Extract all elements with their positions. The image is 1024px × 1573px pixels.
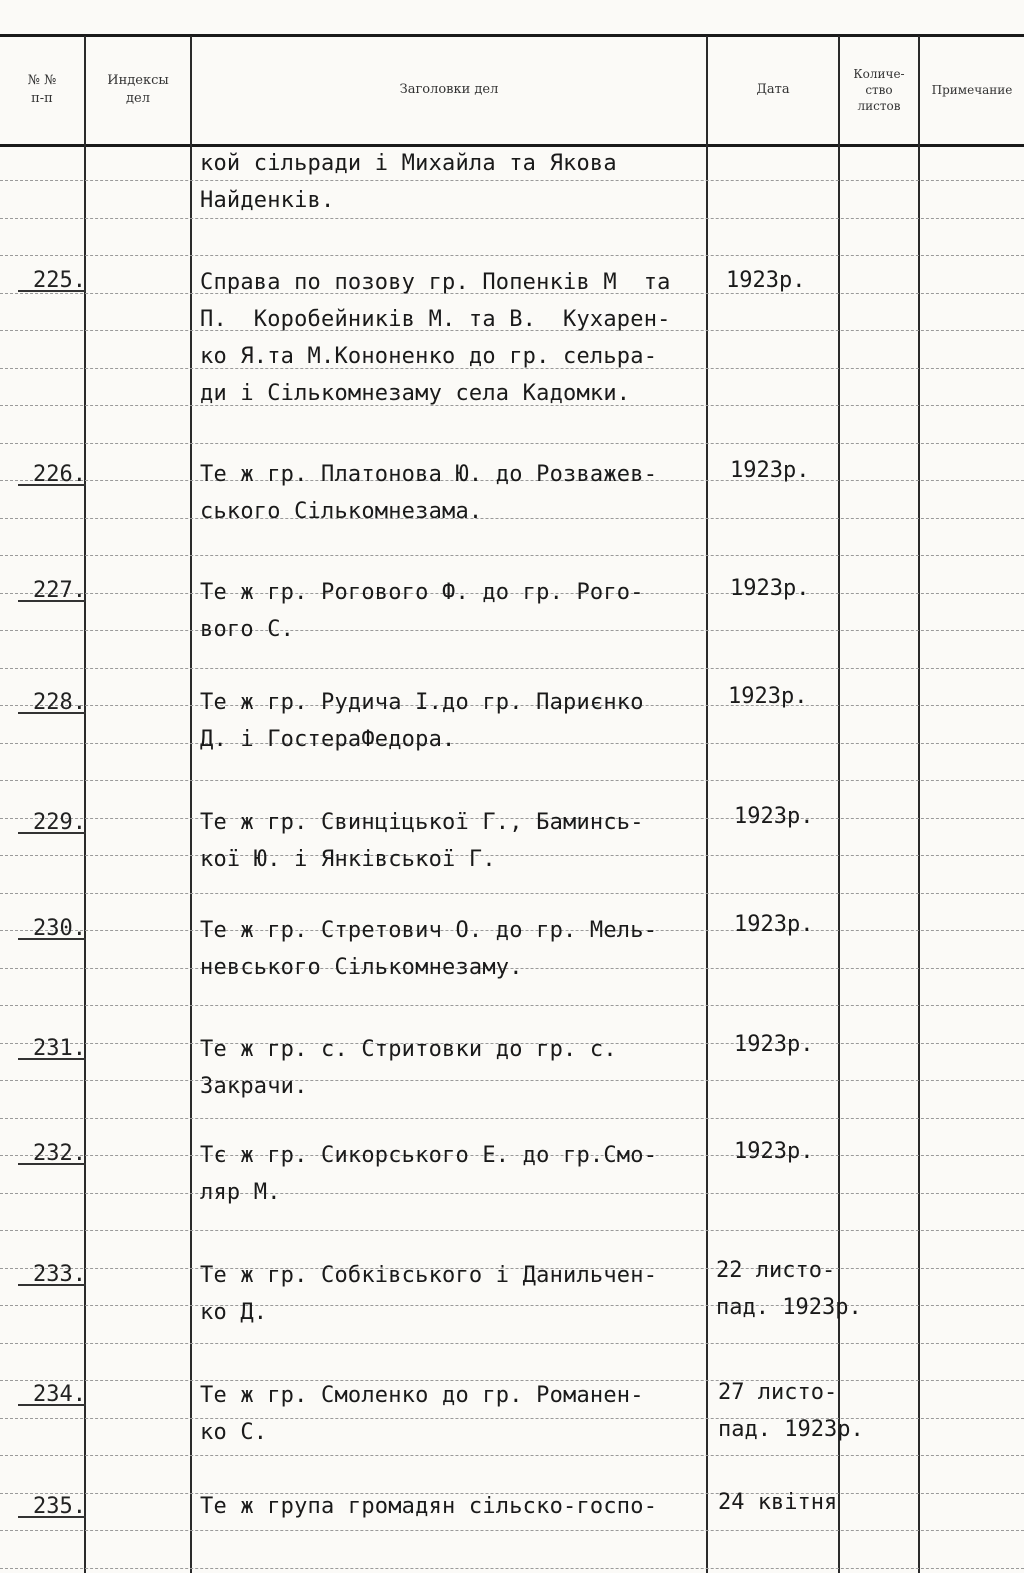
record-title: Те ж група громадян сільско-госпо- [200, 1494, 658, 1519]
record-date: 24 квітня [718, 1490, 838, 1515]
record-date: 1923р. [734, 1032, 814, 1057]
ruled-line [0, 443, 1024, 444]
record-date: 22 листо- пад. 1923р. [716, 1258, 862, 1320]
top-rule [0, 34, 1024, 37]
record-title: Те ж гр. Собківського і Данильчен- ко Д. [200, 1263, 658, 1325]
record-number: 232. [8, 1141, 86, 1166]
record-number: 225. [8, 268, 86, 293]
record-number: 227. [8, 578, 86, 603]
record-date: 1923р. [730, 458, 810, 483]
ruled-line [0, 668, 1024, 669]
ruled-line [0, 1455, 1024, 1456]
ruled-line [0, 1343, 1024, 1344]
record-title: Те ж гр. Свинціцької Г., Баминсь- кої Ю. і Янківської Г. [200, 810, 644, 872]
ruled-line [0, 1118, 1024, 1119]
header-date: Дата [756, 82, 790, 98]
record-title: Те ж гр. Смоленко до гр. Романен- ко С. [200, 1383, 644, 1445]
ruled-line [0, 255, 1024, 256]
record-date: 1923р. [734, 804, 814, 829]
ruled-line [0, 893, 1024, 894]
ruled-line [0, 780, 1024, 781]
record-title: Те ж гр. Стретович О. до гр. Мель- невського Сількомнезаму. [200, 918, 658, 980]
record-number: 235. [8, 1494, 86, 1519]
ruled-line [0, 555, 1024, 556]
record-number: 226. [8, 462, 86, 487]
header-notes: Примечание [931, 82, 1013, 97]
record-date: 27 листо- пад. 1923р. [718, 1380, 864, 1442]
header-number: № № п-п [27, 73, 57, 106]
record-number: 231. [8, 1036, 86, 1061]
record-date: 1923р. [734, 1139, 814, 1164]
record-number: 234. [8, 1382, 86, 1407]
record-date: 1923р. [728, 684, 808, 709]
record-number: 230. [8, 916, 86, 941]
record-number: 229. [8, 810, 86, 835]
record-title: Те ж гр. Рудича І.до гр. Париєнко Д. і ГостераФедора. [200, 690, 644, 752]
record-number: 228. [8, 690, 86, 715]
record-date: 1923р. [730, 576, 810, 601]
ruled-line [0, 1568, 1024, 1569]
header-index: Индексы дел [107, 73, 169, 106]
record-number: 233. [8, 1262, 86, 1287]
header-sheets: Количе- ство листов [853, 66, 905, 114]
record-title: Тє ж гр. Сикорського Е. до гр.Смо- ляр М. [200, 1143, 658, 1205]
record-title: Те ж гр. Рогового Ф. до гр. Рого- вого С. [200, 580, 644, 642]
record-title: кой сільради і Михайла та Якова Найденків. [200, 151, 617, 213]
record-date: 1923р. [726, 268, 806, 293]
ruled-line [0, 1005, 1024, 1006]
record-title: Те ж гр. Платонова Ю. до Розважев- ського Сількомнезама. [200, 462, 658, 524]
ruled-line [0, 1230, 1024, 1231]
header-title: Заголовки дел [399, 82, 499, 98]
record-title: Справа по позову гр. Попенків М та П. Коробейників М. та В. Кухарен- ко Я.та М.Кононенко до гр. сельра- ди і Сількомнезаму села Кадомки. [200, 270, 671, 406]
record-title: Те ж гр. с. Стритовки до гр. с. Закрачи. [200, 1037, 617, 1099]
ruled-line [0, 1530, 1024, 1531]
record-date: 1923р. [734, 912, 814, 937]
